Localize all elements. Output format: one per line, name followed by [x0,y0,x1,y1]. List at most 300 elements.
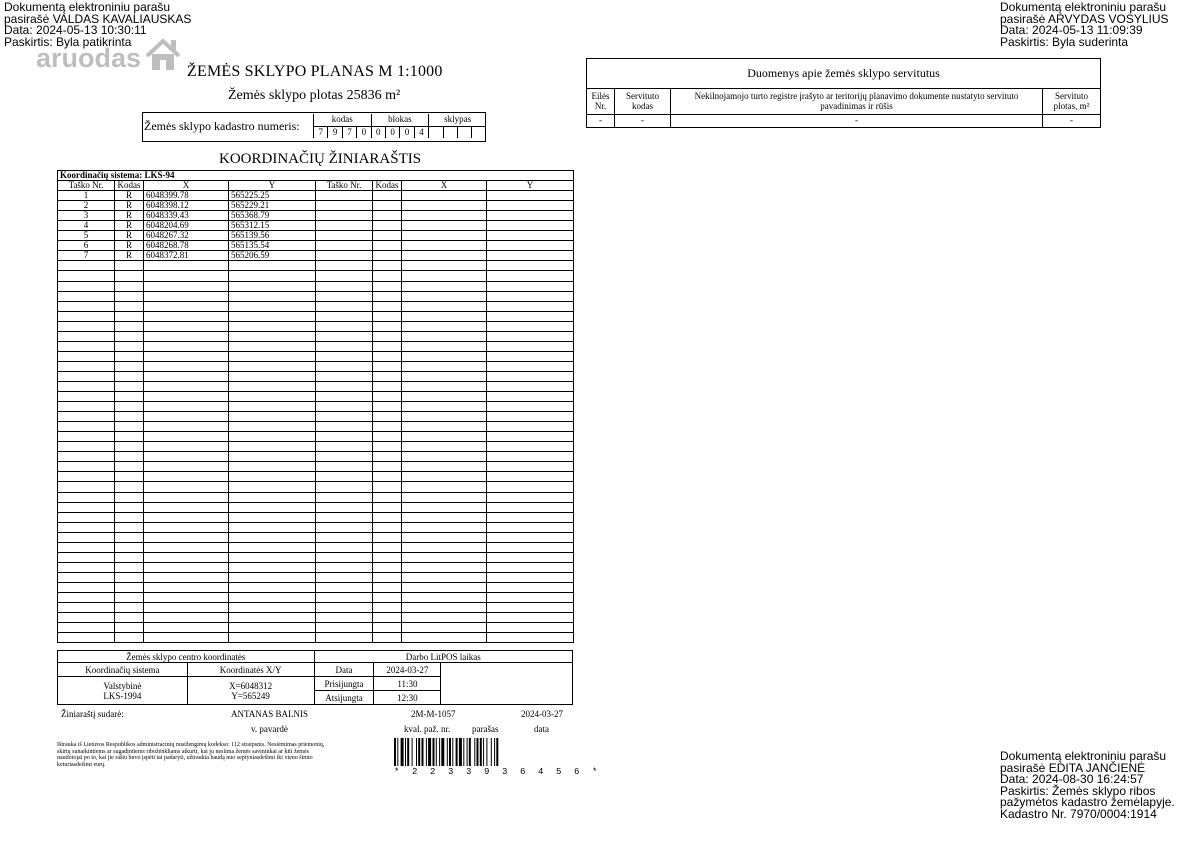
table-cell [402,633,487,643]
table-cell [115,392,144,402]
center-system-value [58,677,188,705]
table-cell [144,311,229,321]
table-cell [373,392,402,402]
table-cell [115,462,144,472]
table-cell [316,572,373,582]
aruodas-watermark [36,36,183,72]
table-cell [316,452,373,462]
table-row [58,412,574,422]
barcode-bar [469,738,471,766]
cadastral-digit [472,126,486,138]
table-cell: 565229.21 [229,201,316,211]
table-cell [115,472,144,482]
table-cell [229,301,316,311]
table-cell [144,301,229,311]
servitutes-table [586,58,1101,128]
table-cell [144,552,229,562]
table-cell [229,613,316,623]
table-cell [144,562,229,572]
table-cell [316,582,373,592]
table-cell [229,412,316,422]
table-cell [58,422,115,432]
table-row [58,351,574,361]
table-cell [373,552,402,562]
table-cell [229,351,316,361]
column-header: Kodas [373,181,402,191]
cadastral-digit [457,126,471,138]
table-cell [402,321,487,331]
cadastral-digit: 0 [400,126,414,138]
table-cell [316,331,373,341]
table-cell [58,623,115,633]
barcode [394,738,557,766]
table-cell [229,633,316,643]
sign-caption: parašas [472,724,499,734]
table-cell [229,331,316,341]
barcode-bar [494,738,495,766]
table-cell [487,281,574,291]
table-cell [115,341,144,351]
table-cell: 6 [58,241,115,251]
table-cell [115,311,144,321]
table-cell [402,271,487,281]
table-cell [316,341,373,351]
barcode-bar [439,738,440,766]
table-cell [402,502,487,512]
column-header: X [144,181,229,191]
table-cell [402,341,487,351]
table-cell: 4 [58,221,115,231]
table-cell [373,603,402,613]
table-cell [58,412,115,422]
table-cell [373,321,402,331]
barcode-bar [426,738,427,766]
table-cell [229,442,316,452]
table-cell [316,361,373,371]
table-cell [229,452,316,462]
table-cell [316,221,373,231]
table-cell [316,351,373,361]
table-cell [402,552,487,562]
table-cell [58,502,115,512]
table-row [58,241,574,251]
table-cell [316,321,373,331]
table-cell [487,592,574,602]
litpos-disconnected-label: Atsijungta [314,691,374,705]
table-cell [402,582,487,592]
table-cell [316,613,373,623]
servitutes-title: Duomenys apie žemės sklypo servitutus [587,59,1101,89]
table-cell [144,361,229,371]
table-cell [373,402,402,412]
servitutes-header: Servituto kodas [615,89,671,115]
house-icon [143,36,183,72]
table-cell [316,392,373,402]
table-cell [487,231,574,241]
table-cell [487,432,574,442]
sig-line: Data: 2024-05-13 11:09:39 [1000,23,1143,37]
sig-line: pasirašė EDITA JANČIENĖ [1000,760,1146,775]
table-cell: 6048398.12 [144,201,229,211]
sig-line: Dokumentą elektroniniu parašu [4,0,171,14]
table-cell [229,522,316,532]
table-cell [487,492,574,502]
table-cell [487,442,574,452]
table-cell [144,271,229,281]
table-cell [316,311,373,321]
barcode-bar [474,738,475,766]
servitutes-block [586,58,1100,128]
table-cell [58,462,115,472]
table-cell [487,341,574,351]
barcode-bar [447,738,448,766]
table-cell [487,261,574,271]
table-row [58,432,574,442]
barcode-bar [407,738,409,766]
table-cell [373,241,402,251]
table-cell [316,371,373,381]
table-cell [115,522,144,532]
table-cell [402,241,487,251]
table-cell [144,442,229,452]
table-cell [373,261,402,271]
table-cell [373,442,402,452]
table-cell [316,301,373,311]
table-cell [402,522,487,532]
table-cell [373,201,402,211]
table-row [58,311,574,321]
servitutes-cell: - [615,115,671,128]
center-col-system: Koordinačių sistema [58,663,188,677]
litpos-title: Darbo LitPOS laikas [314,651,572,663]
table-cell [144,502,229,512]
table-cell [144,412,229,422]
table-row [58,613,574,623]
table-cell [58,613,115,623]
barcode-bar [452,738,453,766]
compiled-by-block [57,706,573,736]
table-cell [229,542,316,552]
barcode-bar [412,738,413,766]
qual-caption: kval. paž. nr. [404,724,451,734]
table-cell [373,371,402,381]
table-row [58,321,574,331]
table-row [58,221,574,231]
compiled-date: 2024-03-27 [521,709,563,719]
table-cell [487,472,574,482]
column-header: Y [229,181,316,191]
table-cell [402,412,487,422]
barcode-bar [491,738,492,766]
table-cell [487,351,574,361]
table-cell [144,532,229,542]
table-cell [115,572,144,582]
table-cell [316,422,373,432]
barcode-bar [486,738,487,766]
table-cell [115,301,144,311]
table-cell [373,211,402,221]
plan-title: ŽEMĖS SKLYPO PLANAS M 1:1000 [187,63,443,80]
table-cell [487,241,574,251]
table-cell [229,472,316,482]
table-cell [373,381,402,391]
table-cell [144,371,229,381]
table-cell [316,592,373,602]
table-cell [115,613,144,623]
table-cell [487,291,574,301]
table-cell [316,191,373,201]
table-cell [115,582,144,592]
table-cell [58,482,115,492]
table-row [58,633,574,643]
table-cell [487,271,574,281]
table-cell [58,542,115,552]
table-cell [487,502,574,512]
table-cell [58,261,115,271]
table-cell [144,261,229,271]
plot-area: Žemės sklypo plotas 25836 m² [228,88,401,103]
compiled-qual: 2M-M-1057 [411,709,456,719]
table-cell [402,331,487,341]
barcode-bar [405,738,406,766]
table-row [58,452,574,462]
table-cell [58,381,115,391]
table-row [58,542,574,552]
table-cell [144,572,229,582]
servitutes-header: Servituto plotas, m² [1043,89,1101,115]
table-cell [373,432,402,442]
table-cell [316,291,373,301]
cadastral-label: Žemės sklypo kadastro numeris: [144,119,300,133]
center-x: X=6048312 [229,680,273,691]
table-cell [402,613,487,623]
table-row [58,211,574,221]
table-cell [58,281,115,291]
table-cell [316,552,373,562]
table-cell [115,623,144,633]
cadastral-header-sklypas: sklypas [429,114,487,126]
table-cell [316,381,373,391]
table-cell [229,623,316,633]
table-cell [115,371,144,381]
table-cell [487,512,574,522]
table-cell [58,592,115,602]
compiled-name: ANTANAS BALNIS [231,709,309,719]
table-cell [487,452,574,462]
table-cell [487,633,574,643]
table-cell [229,603,316,613]
table-cell: R [115,211,144,221]
sig-line: Data: 2024-08-30 16:24:57 [1000,772,1144,786]
table-cell [115,452,144,462]
table-cell [402,211,487,221]
column-header: Y [487,181,574,191]
cadastral-digit: 0 [385,126,399,138]
table-row [58,512,574,522]
table-cell [229,381,316,391]
table-cell: 5 [58,231,115,241]
table-cell [373,613,402,623]
table-cell [487,402,574,412]
table-cell [487,412,574,422]
table-cell [144,351,229,361]
table-cell [487,572,574,582]
table-cell: 565139.56 [229,231,316,241]
table-cell [115,331,144,341]
table-cell [58,633,115,643]
table-row [58,361,574,371]
sig-line: pasirašė ARVYDAS VOSYLIUS [1000,11,1169,26]
table-cell [402,422,487,432]
barcode-bar [441,738,444,766]
compiled-label: Žiniaraštį sudarė: [61,709,124,719]
table-cell: 565368.79 [229,211,316,221]
table-row [58,502,574,512]
table-cell [402,623,487,633]
table-cell [487,462,574,472]
table-cell [316,281,373,291]
table-cell [144,341,229,351]
table-cell [487,482,574,492]
table-cell [373,512,402,522]
table-cell [115,402,144,412]
table-cell [58,341,115,351]
table-cell [402,562,487,572]
table-cell [115,512,144,522]
table-cell [115,361,144,371]
table-cell: R [115,241,144,251]
table-cell [115,502,144,512]
cadastral-header-blokas: blokas [371,114,429,126]
table-cell: 565135.54 [229,241,316,251]
center-col-coords: Koordinatės X/Y [187,663,314,677]
table-cell [373,291,402,301]
table-cell [144,633,229,643]
table-cell [316,231,373,241]
legal-note: Ištrauka iš Lietuvos Respublikos administracinių nusižengimų kodekso: 112 straipsnis. Nesiėmimas priemonių, skirtų sunaikintiems ar sugadintiems ribožėnkliams atkurti, kai ju nesiima žemės savininkai ar kiti žemės naudotojai po to, kai jie raštu buvo įspėti tai padaryti, užtraukia baudą nuo septyniasdešimt iki vieno šimto keturiasdešimt eurų. [57,742,325,768]
table-cell [58,442,115,452]
table-cell [144,623,229,633]
table-cell [373,562,402,572]
cadastral-number-table [313,114,486,138]
table-cell: 565225.25 [229,191,316,201]
table-row [58,492,574,502]
table-cell [402,603,487,613]
table-cell [373,422,402,432]
table-cell [487,422,574,432]
table-cell [402,371,487,381]
table-cell [316,623,373,633]
table-cell [487,582,574,592]
table-cell: 6048399.78 [144,191,229,201]
table-cell [144,512,229,522]
barcode-bar [401,738,404,766]
table-cell [487,361,574,371]
table-cell [402,442,487,452]
table-cell [58,432,115,442]
table-cell [316,482,373,492]
table-row [58,592,574,602]
table-row [58,392,574,402]
table-cell [58,472,115,482]
table-cell [229,321,316,331]
table-cell [316,522,373,532]
table-cell [229,432,316,442]
table-cell: R [115,221,144,231]
table-cell [229,502,316,512]
table-row [58,603,574,613]
table-row [58,582,574,592]
table-cell [229,552,316,562]
servitutes-cell: - [671,115,1043,128]
table-cell: 1 [58,191,115,201]
center-system-line: LKS-1994 [103,690,142,701]
table-cell [229,392,316,402]
table-row [58,422,574,432]
table-cell [58,603,115,613]
center-litpos-table [57,650,573,705]
table-cell [402,361,487,371]
table-cell [144,582,229,592]
table-row [58,231,574,241]
table-cell [487,381,574,391]
table-cell [373,301,402,311]
table-cell [316,502,373,512]
table-cell [373,472,402,482]
barcode-bar [477,738,479,766]
table-cell: 6048267.32 [144,231,229,241]
table-cell [316,442,373,452]
table-cell [229,532,316,542]
table-cell [373,592,402,602]
table-cell [229,371,316,381]
column-header: Taško Nr. [58,181,115,191]
table-cell [144,392,229,402]
table-cell [58,301,115,311]
table-cell [58,582,115,592]
sig-line: Paskirtis: Byla suderinta [1000,34,1129,49]
table-cell [487,613,574,623]
table-cell [402,402,487,412]
sig-line: pažymėtos kadastro žemėlapyje. [1000,795,1175,809]
table-cell [373,462,402,472]
table-cell [373,271,402,281]
table-cell [115,261,144,271]
table-cell [58,552,115,562]
table-cell [487,542,574,552]
table-cell [115,381,144,391]
table-row [58,572,574,582]
barcode-bar [449,738,451,766]
table-cell [115,603,144,613]
table-cell [144,482,229,492]
table-cell [115,633,144,643]
table-cell [229,422,316,432]
coordinates-title: KOORDINAČIŲ ŽINIARAŠTIS [219,151,422,167]
table-cell: 7 [58,251,115,261]
center-coords-value [187,677,314,705]
table-cell [144,452,229,462]
table-cell [229,291,316,301]
table-cell [229,562,316,572]
table-cell [115,271,144,281]
table-cell [229,311,316,321]
table-cell [115,291,144,301]
table-cell [229,462,316,472]
table-cell [115,281,144,291]
table-cell [115,542,144,552]
table-cell [373,492,402,502]
